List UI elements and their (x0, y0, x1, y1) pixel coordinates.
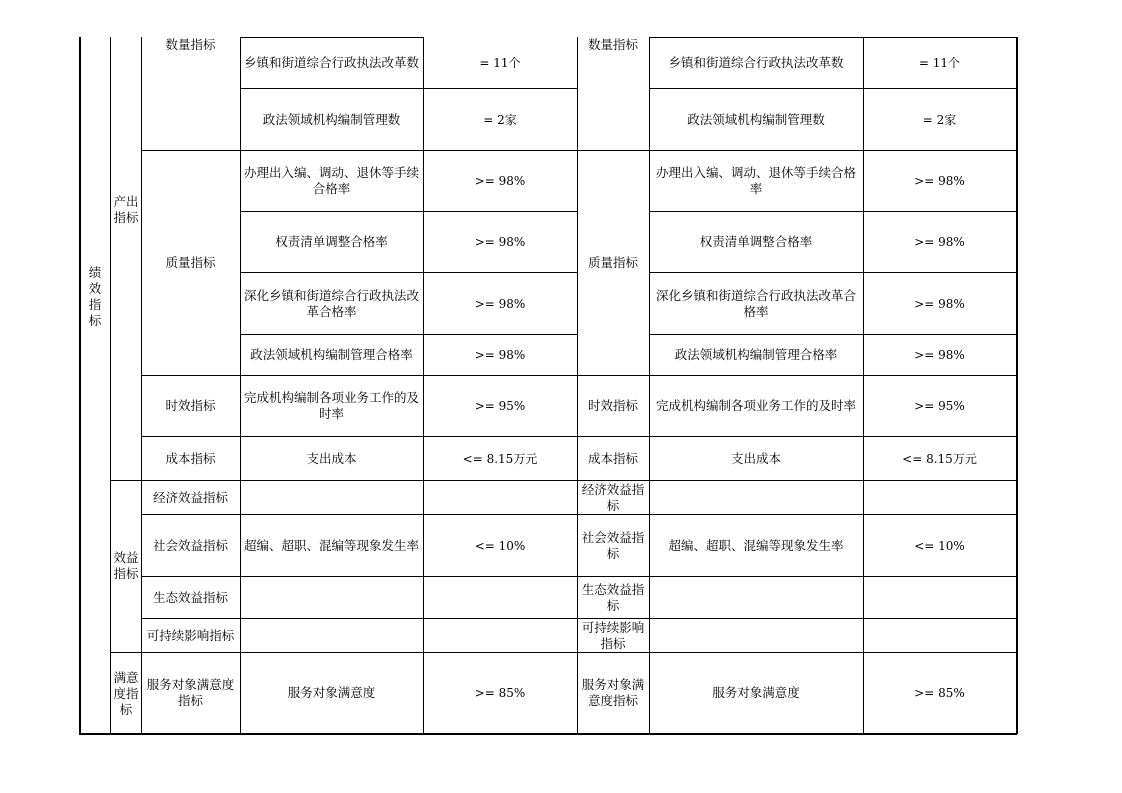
right-eco-label: 生态效益指标 (581, 581, 645, 613)
border-left-outer (79, 37, 81, 734)
right-r5-value: >= 98% (914, 296, 965, 311)
left-r10-name: 超编、超职、混编等现象发生率 (244, 537, 420, 553)
right-r10-name: 超编、超职、混编等现象发生率 (668, 537, 844, 553)
left-r5-name: 深化乡镇和街道综合行政执法改革合格率 (244, 287, 420, 319)
right-sustain-label: 可持续影响指标 (581, 619, 645, 651)
left-r1-value: = 11个 (479, 56, 521, 70)
right-r8-value: <= 8.15万元 (902, 451, 977, 466)
left-r2-value: = 2家 (483, 112, 517, 127)
left-r6-value: >= 98% (474, 348, 526, 362)
right-r1-value: = 11个 (918, 56, 961, 70)
right-quality-label: 质量指标 (587, 255, 638, 270)
left-r1-name: 乡镇和街道综合行政执法改革数 (244, 55, 420, 70)
right-cost-label: 成本指标 (587, 450, 638, 466)
right-r13-value: >= 85% (914, 686, 965, 700)
left-r3-name: 办理出入编、调动、退休等手续合格率 (244, 165, 420, 196)
right-r5-name: 深化乡镇和街道综合行政执法改革合格率 (655, 287, 856, 319)
left-r4-value: >= 98% (474, 235, 526, 249)
satisfaction-indicator-label: 满意度指标 (113, 670, 139, 717)
right-r1-name: 乡镇和街道综合行政执法改革数 (668, 55, 844, 70)
right-r2-name: 政法领域机构编制管理数 (687, 111, 825, 127)
left-r13-value: >= 85% (474, 686, 526, 700)
left-time-label: 时效指标 (165, 398, 216, 413)
right-r2-value: = 2家 (922, 112, 957, 127)
left-r3-value: >= 98% (474, 174, 526, 188)
left-sustain-label: 可持续影响指标 (146, 627, 235, 643)
right-service-label: 服务对象满意度指标 (581, 677, 645, 708)
right-social-label: 社会效益指标 (581, 529, 645, 561)
right-r7-value: >= 95% (914, 399, 965, 413)
right-quantity-label: 数量指标 (587, 37, 638, 52)
right-r4-value: >= 98% (914, 235, 965, 249)
output-indicator-label: 产出指标 (113, 194, 139, 225)
perf-indicator-label: 绩效指标 (88, 265, 102, 328)
left-r8-value: <= 8.15万元 (462, 451, 538, 466)
right-r3-value: >= 98% (914, 174, 965, 188)
right-r6-name: 政法领域机构编制管理合格率 (674, 347, 838, 362)
right-r8-name: 支出成本 (730, 450, 781, 466)
rule-r8 (110, 480, 1017, 481)
border-right-outer (1016, 37, 1018, 734)
right-time-label: 时效指标 (587, 398, 638, 413)
benefit-indicator-label: 效益指标 (113, 550, 139, 581)
left-r13-name: 服务对象满意度 (287, 685, 376, 700)
rule-bottom (79, 733, 1017, 735)
left-r5-value: >= 98% (474, 296, 526, 311)
left-quantity-label: 数量指标 (165, 37, 216, 52)
left-r2-name: 政法领域机构编制管理数 (262, 111, 401, 127)
right-r3-name: 办理出入编、调动、退休等手续合格率 (655, 165, 856, 196)
left-cost-label: 成本指标 (165, 450, 216, 466)
left-r10-value: <= 10% (474, 538, 526, 553)
right-econ-label: 经济效益指标 (581, 481, 645, 513)
left-social-label: 社会效益指标 (152, 537, 228, 553)
right-r13-name: 服务对象满意度 (712, 685, 800, 700)
left-r8-name: 支出成本 (306, 450, 357, 466)
border-col-a (110, 37, 111, 734)
left-service-label: 服务对象满意度指标 (146, 677, 235, 708)
left-eco-label: 生态效益指标 (152, 589, 228, 605)
left-r7-name: 完成机构编制各项业务工作的及时率 (244, 390, 420, 421)
left-econ-label: 经济效益指标 (152, 489, 228, 505)
right-r10-value: <= 10% (914, 538, 965, 553)
left-r4-name: 权责清单调整合格率 (275, 234, 388, 249)
right-r7-name: 完成机构编制各项业务工作的及时率 (655, 398, 856, 413)
left-quality-label: 质量指标 (165, 255, 216, 270)
right-r6-value: >= 98% (914, 348, 965, 362)
left-r6-name: 政法领域机构编制管理合格率 (250, 347, 413, 362)
left-r7-value: >= 95% (474, 399, 526, 413)
right-r4-name: 权责清单调整合格率 (699, 234, 813, 249)
